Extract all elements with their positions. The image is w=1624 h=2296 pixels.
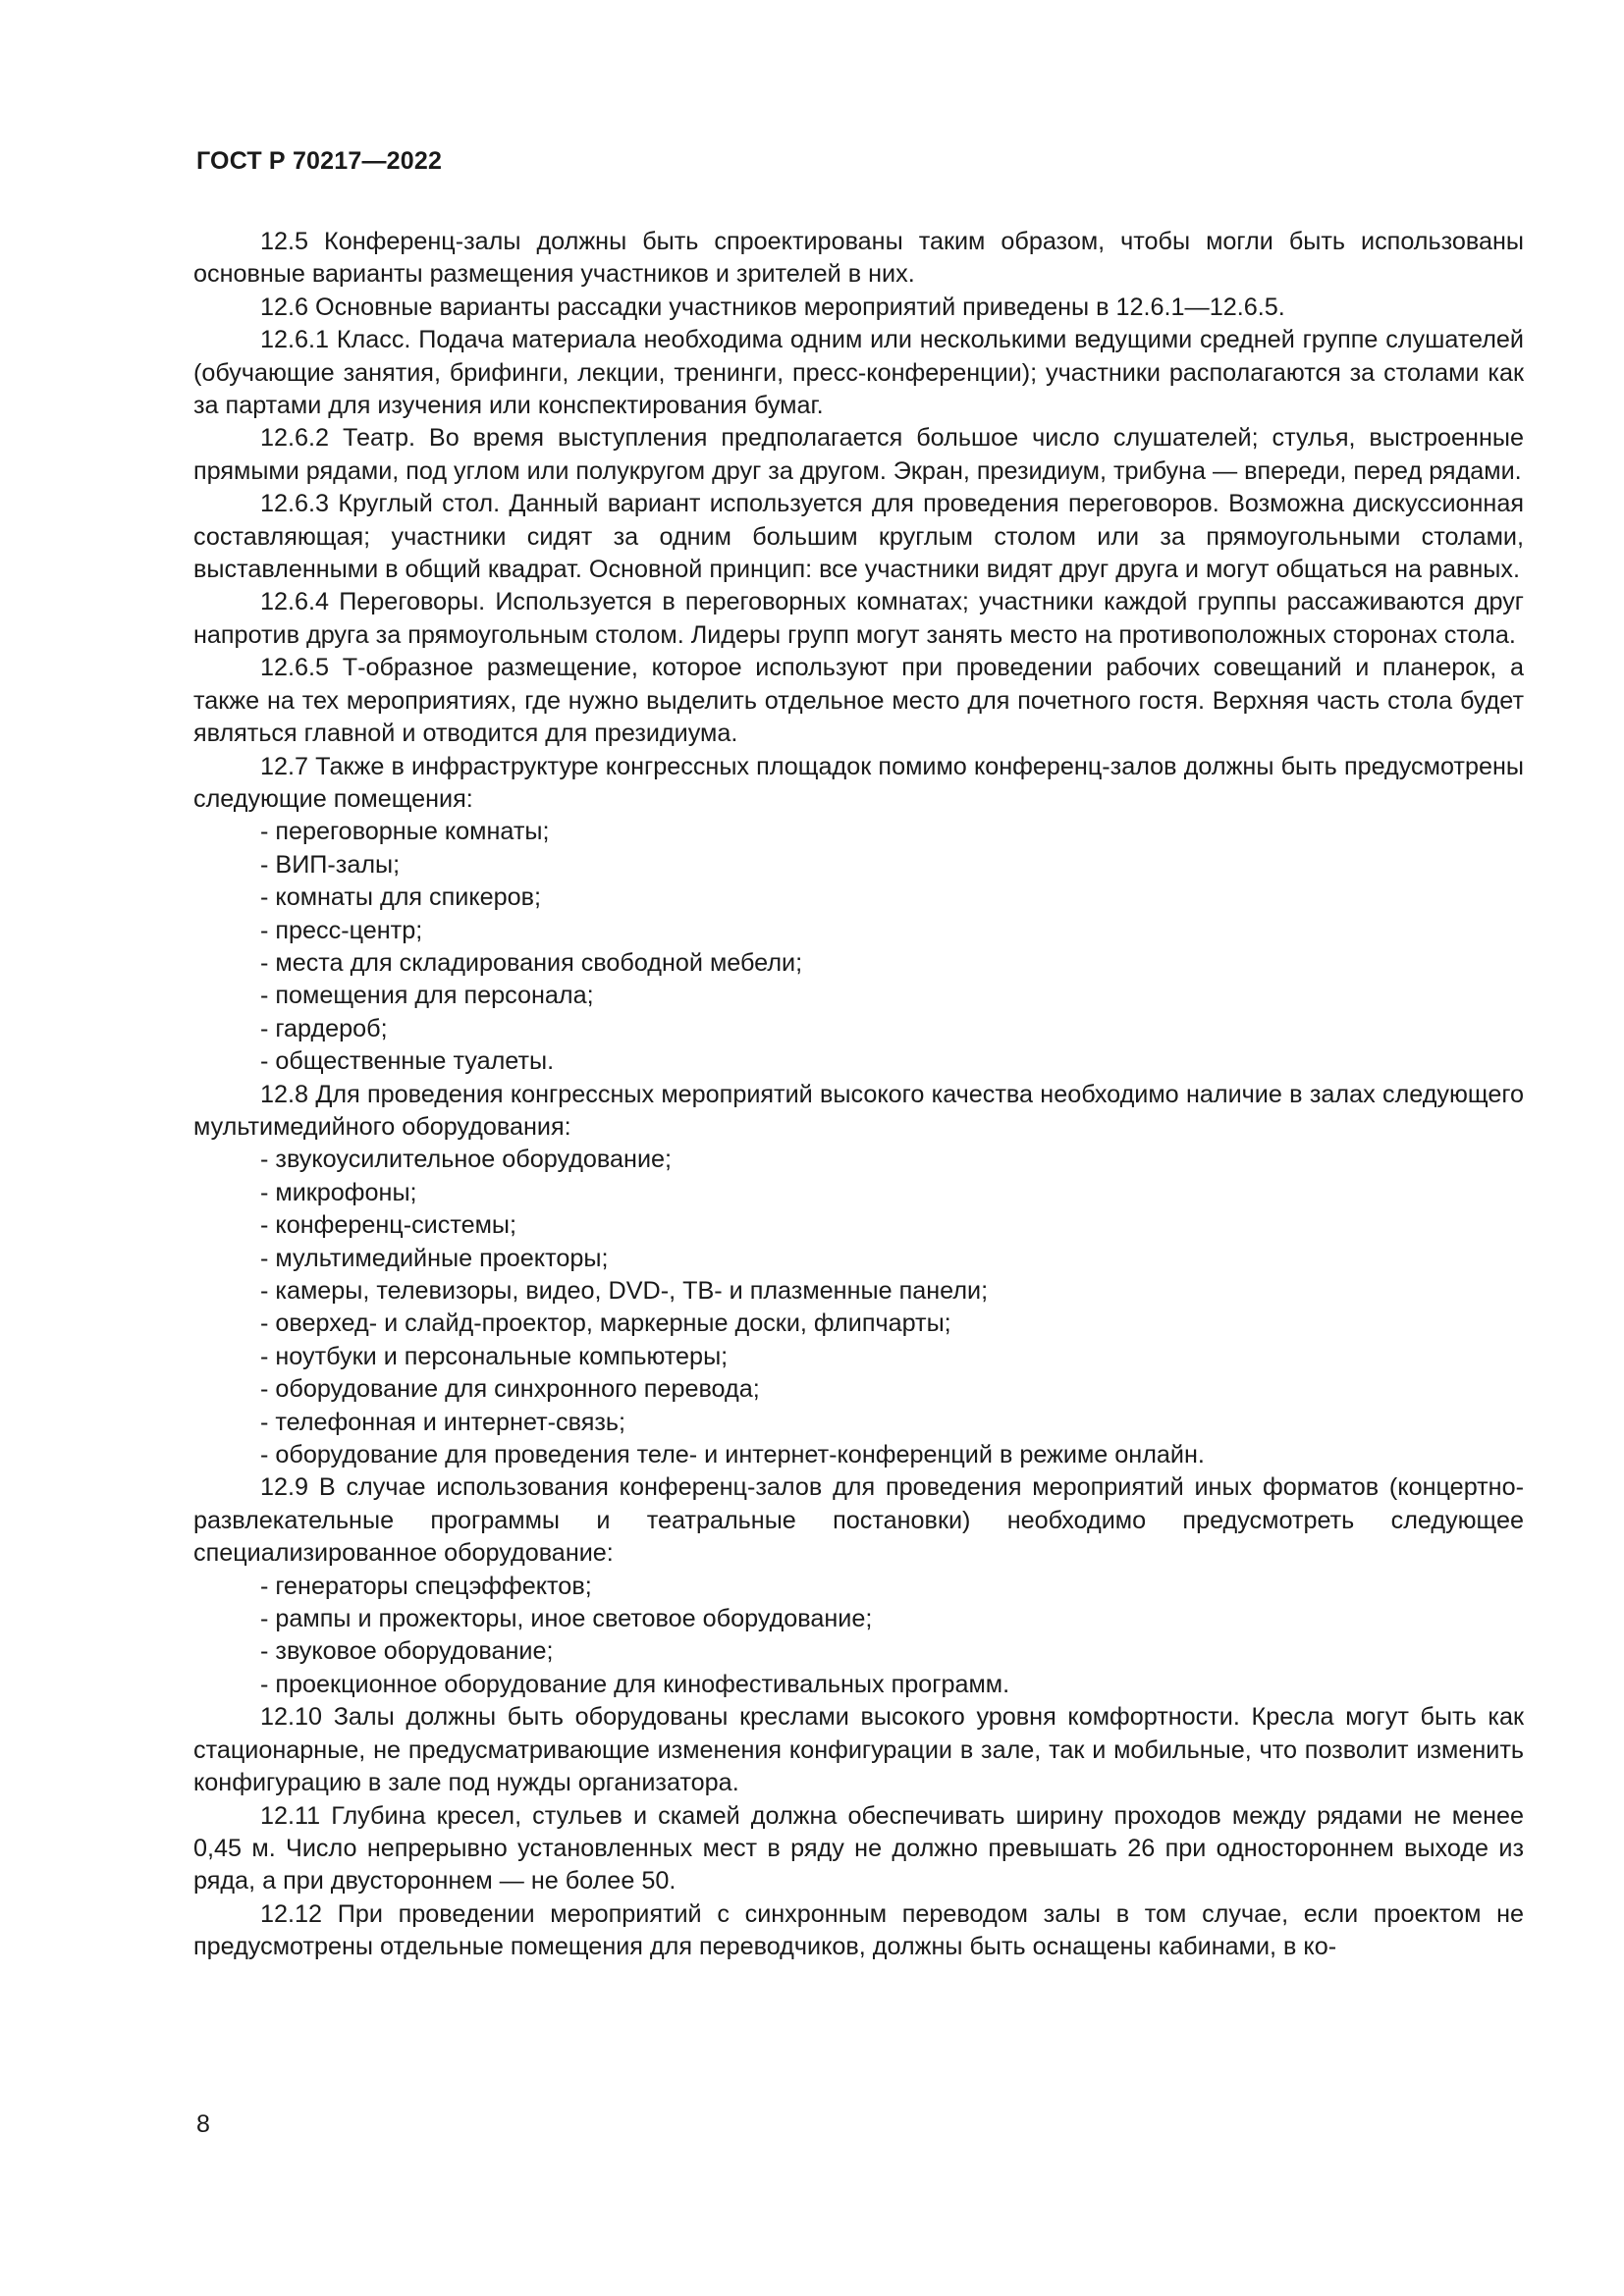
page-number: 8 (196, 2110, 210, 2138)
paragraph: 12.5 Конференц-залы должны быть спроектированы таким образом, чтобы могли быть использованы основные варианты размещения участников и зрителей в них. (193, 228, 1524, 289)
paragraph: 12.12 При проведении мероприятий с синхронным переводом залы в том случае, если проектом не предусмотрены отдельные помещения для переводчиков, должны быть оснащены кабинами, в ко- (193, 1899, 1524, 1961)
paragraph: 12.6 Основные варианты рассадки участников мероприятий приведены в 12.6.1—12.6.5. (260, 293, 1285, 321)
document-body (193, 226, 1524, 1964)
list-item: - конференц-системы; (193, 1209, 1524, 1242)
list-item: - телефонная и интернет-связь; (193, 1407, 1524, 1439)
paragraph: 12.6.1 Класс. Подача материала необходима одним или несколькими ведущими средней группе слушателей (обучающие занятия, брифинги, лекции, тренинги, пресс-конференции); участники располагаются за столами как за партами для изучения или конспектирования бумаг. (193, 326, 1524, 420)
list-item: - ноутбуки и персональные компьютеры; (193, 1341, 1524, 1373)
paragraph: 12.11 Глубина кресел, стульев и скамей должна обеспечивать ширину проходов между рядами не менее 0,45 м. Число непрерывно установленных мест в ряду не должно превышать 26 при одностороннем выходе из ряда, а при двустороннем — не более 50. (193, 1801, 1524, 1896)
paragraph: 12.9 В случае использования конференц-залов для проведения мероприятий иных форматов (концертно-развлекательные программы и театральные постановки) необходимо предусмотреть следующее специализированное оборудование: (193, 1473, 1524, 1568)
list-item: - камеры, телевизоры, видео, DVD-, ТВ- и плазменные панели; (193, 1275, 1524, 1308)
paragraph: 12.6.2 Театр. Во время выступления предполагается большое число слушателей; стулья, выстроенные прямыми рядами, под углом или полукругом друг за другом. Экран, президиум, трибуна — впереди, перед рядами. (193, 424, 1524, 485)
paragraph: 12.10 Залы должны быть оборудованы креслами высокого уровня комфортности. Кресла могут быть как стационарные, не предусматривающие изменения конфигурации в зале, так и мобильные, что позволит изменить конфигурацию в зале под нужды организатора. (193, 1703, 1524, 1797)
paragraph: 12.6.3 Круглый стол. Данный вариант используется для проведения переговоров. Возможна дискуссионная составляющая; участники сидят за одним большим круглым столом или за прямоугольными столами, выставленными в общий квадрат. Основной принцип: все участники видят друг друга и могут общаться на равных. (193, 490, 1524, 584)
list-item: - комнаты для спикеров; (193, 881, 1524, 914)
list-item: - места для складирования свободной мебели; (193, 947, 1524, 980)
list-item: - гардероб; (193, 1013, 1524, 1045)
bullet-list (193, 816, 1524, 1078)
list-item: - генераторы спецэффектов; (193, 1571, 1524, 1603)
paragraph: 12.7 Также в инфраструктуре конгрессных площадок помимо конференц-залов должны быть предусмотрены следующие помещения: (193, 752, 1524, 813)
bullet-list (193, 1571, 1524, 1702)
list-item: - звукоусилительное оборудование; (193, 1144, 1524, 1176)
list-item: - помещения для персонала; (193, 980, 1524, 1012)
list-item: - звуковое оборудование; (193, 1635, 1524, 1668)
paragraph: 12.8 Для проведения конгрессных мероприятий высокого качества необходимо наличие в залах следующего мультимедийного оборудования: (193, 1080, 1524, 1141)
list-item: - общественные туалеты. (193, 1045, 1524, 1078)
list-item: - оверхед- и слайд-проектор, маркерные доски, флипчарты; (193, 1308, 1524, 1340)
list-item: - ВИП-залы; (193, 849, 1524, 881)
list-item: - оборудование для проведения теле- и интернет-конференций в режиме онлайн. (193, 1439, 1524, 1471)
document-header: ГОСТ Р 70217—2022 (196, 147, 443, 175)
paragraph: 12.6.5 Т-образное размещение, которое используют при проведении рабочих совещаний и планерок, а также на тех мероприятиях, где нужно выделить отдельное место для почетного гостя. Верхняя часть стола будет являться главной и отводится для президиума. (193, 654, 1524, 748)
list-item: - микрофоны; (193, 1177, 1524, 1209)
list-item: - пресс-центр; (193, 915, 1524, 947)
list-item: - оборудование для синхронного перевода; (193, 1373, 1524, 1406)
paragraph: 12.6.4 Переговоры. Используется в переговорных комнатах; участники каждой группы рассаживаются друг напротив друга за прямоугольным столом. Лидеры групп могут занять место на противоположных сторонах стола. (193, 588, 1524, 649)
list-item: - мультимедийные проекторы; (193, 1243, 1524, 1275)
bullet-list (193, 1144, 1524, 1471)
list-item: - переговорные комнаты; (193, 816, 1524, 848)
list-item: - проекционное оборудование для кинофестивальных программ. (193, 1669, 1524, 1701)
list-item: - рампы и прожекторы, иное световое оборудование; (193, 1603, 1524, 1635)
